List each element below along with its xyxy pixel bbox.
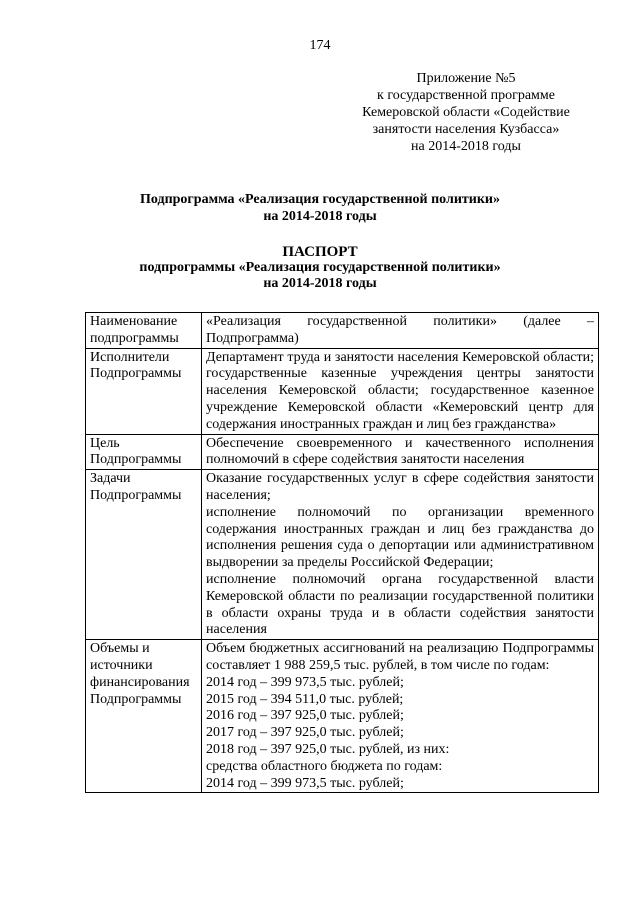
label-line: Подпрограммы bbox=[90, 691, 182, 707]
page-number: 174 bbox=[309, 38, 331, 53]
row-label bbox=[86, 348, 202, 434]
task-item: исполнение полномочий органа государственной власти Кемеровской области по реализации государственной политики в области охраны труда и в области содействия занятости населения bbox=[206, 571, 594, 638]
subprogram-title-line: Подпрограмма «Реализация государственной политики» bbox=[140, 192, 500, 207]
table-row bbox=[86, 470, 599, 640]
passport-heading: ПАСПОРТ bbox=[282, 244, 358, 260]
subprogram-title-line: на 2014-2018 годы bbox=[263, 209, 377, 224]
task-item: Оказание государственных услуг в сфере содействия занятости населения; bbox=[206, 471, 594, 503]
executors-text: Департамент труда и занятости населения Кемеровской области; государственные казенные учреждения центры занятости населения Кемеровской области; государственное казенное учреждение Кемеровской области «Кемеровский центр для содержания иностранных граждан и лиц без гражданства» bbox=[206, 349, 594, 432]
task-item: исполнение полномочий по организации временного содержания иностранных граждан и лиц без гражданства до исполнения решения суда о депортации или административном выдворении за пределы Российской Федерации; bbox=[206, 504, 594, 571]
table-row bbox=[86, 313, 599, 349]
passport-table bbox=[85, 312, 599, 793]
label-line: Подпрограммы bbox=[90, 366, 182, 382]
label-line: финансирования bbox=[90, 674, 190, 690]
table-row bbox=[86, 640, 599, 793]
appendix-line: Приложение №5 bbox=[416, 71, 516, 86]
row-label bbox=[86, 470, 202, 640]
passport-title-line: подпрограммы «Реализация государственной политики» bbox=[139, 260, 501, 275]
funding-year: 2018 год – 397 925,0 тыс. рублей, из них: bbox=[206, 741, 450, 757]
regional-funding-year: 2014 год – 399 973,5 тыс. рублей; bbox=[206, 775, 404, 791]
subprogram-title bbox=[0, 191, 640, 225]
funding-year: 2015 год – 394 511,0 тыс. рублей; bbox=[206, 691, 404, 707]
regional-funding-label: средства областного бюджета по годам: bbox=[206, 758, 443, 774]
label-line: Подпрограммы bbox=[90, 452, 182, 468]
appendix-line: занятости населения Кузбасса» bbox=[372, 122, 560, 137]
row-label bbox=[86, 640, 202, 793]
funding-year: 2017 год – 397 925,0 тыс. рублей; bbox=[206, 725, 404, 741]
label-line: источники bbox=[90, 657, 153, 673]
row-content bbox=[202, 470, 599, 640]
label-line: Задачи bbox=[90, 471, 131, 487]
label-line: Подпрограммы bbox=[90, 487, 182, 503]
row-content bbox=[202, 640, 599, 793]
funding-year: 2016 год – 397 925,0 тыс. рублей; bbox=[206, 708, 404, 724]
label-line: Исполнители bbox=[90, 349, 170, 365]
label-line: подпрограммы bbox=[90, 330, 179, 346]
name-text: «Реализация государственной политики» (далее – Подпрограмма) bbox=[206, 314, 594, 346]
funding-intro: Объем бюджетных ассигнований на реализацию Подпрограммы составляет 1 988 259,5 тыс. рублей, в том числе по годам: bbox=[206, 641, 594, 673]
table-row bbox=[86, 434, 599, 470]
row-label bbox=[86, 313, 202, 349]
label-line: Объемы и bbox=[90, 641, 150, 657]
passport-title bbox=[0, 244, 640, 292]
appendix-line: на 2014-2018 годы bbox=[411, 139, 521, 154]
row-content bbox=[202, 313, 599, 349]
funding-year: 2014 год – 399 973,5 тыс. рублей; bbox=[206, 674, 404, 690]
row-label bbox=[86, 434, 202, 470]
appendix-line: к государственной программе bbox=[377, 88, 555, 103]
appendix-line: Кемеровской области «Содействие bbox=[362, 105, 570, 120]
label-line: Цель bbox=[90, 435, 120, 451]
goal-text: Обеспечение своевременного и качественного исполнения полномочий в сфере содействия занятости населения bbox=[206, 435, 594, 468]
row-content bbox=[202, 434, 599, 470]
passport-title-line: на 2014-2018 годы bbox=[263, 276, 377, 291]
appendix-header bbox=[350, 70, 582, 155]
label-line: Наименование bbox=[90, 314, 178, 329]
row-content bbox=[202, 348, 599, 434]
table-row bbox=[86, 348, 599, 434]
